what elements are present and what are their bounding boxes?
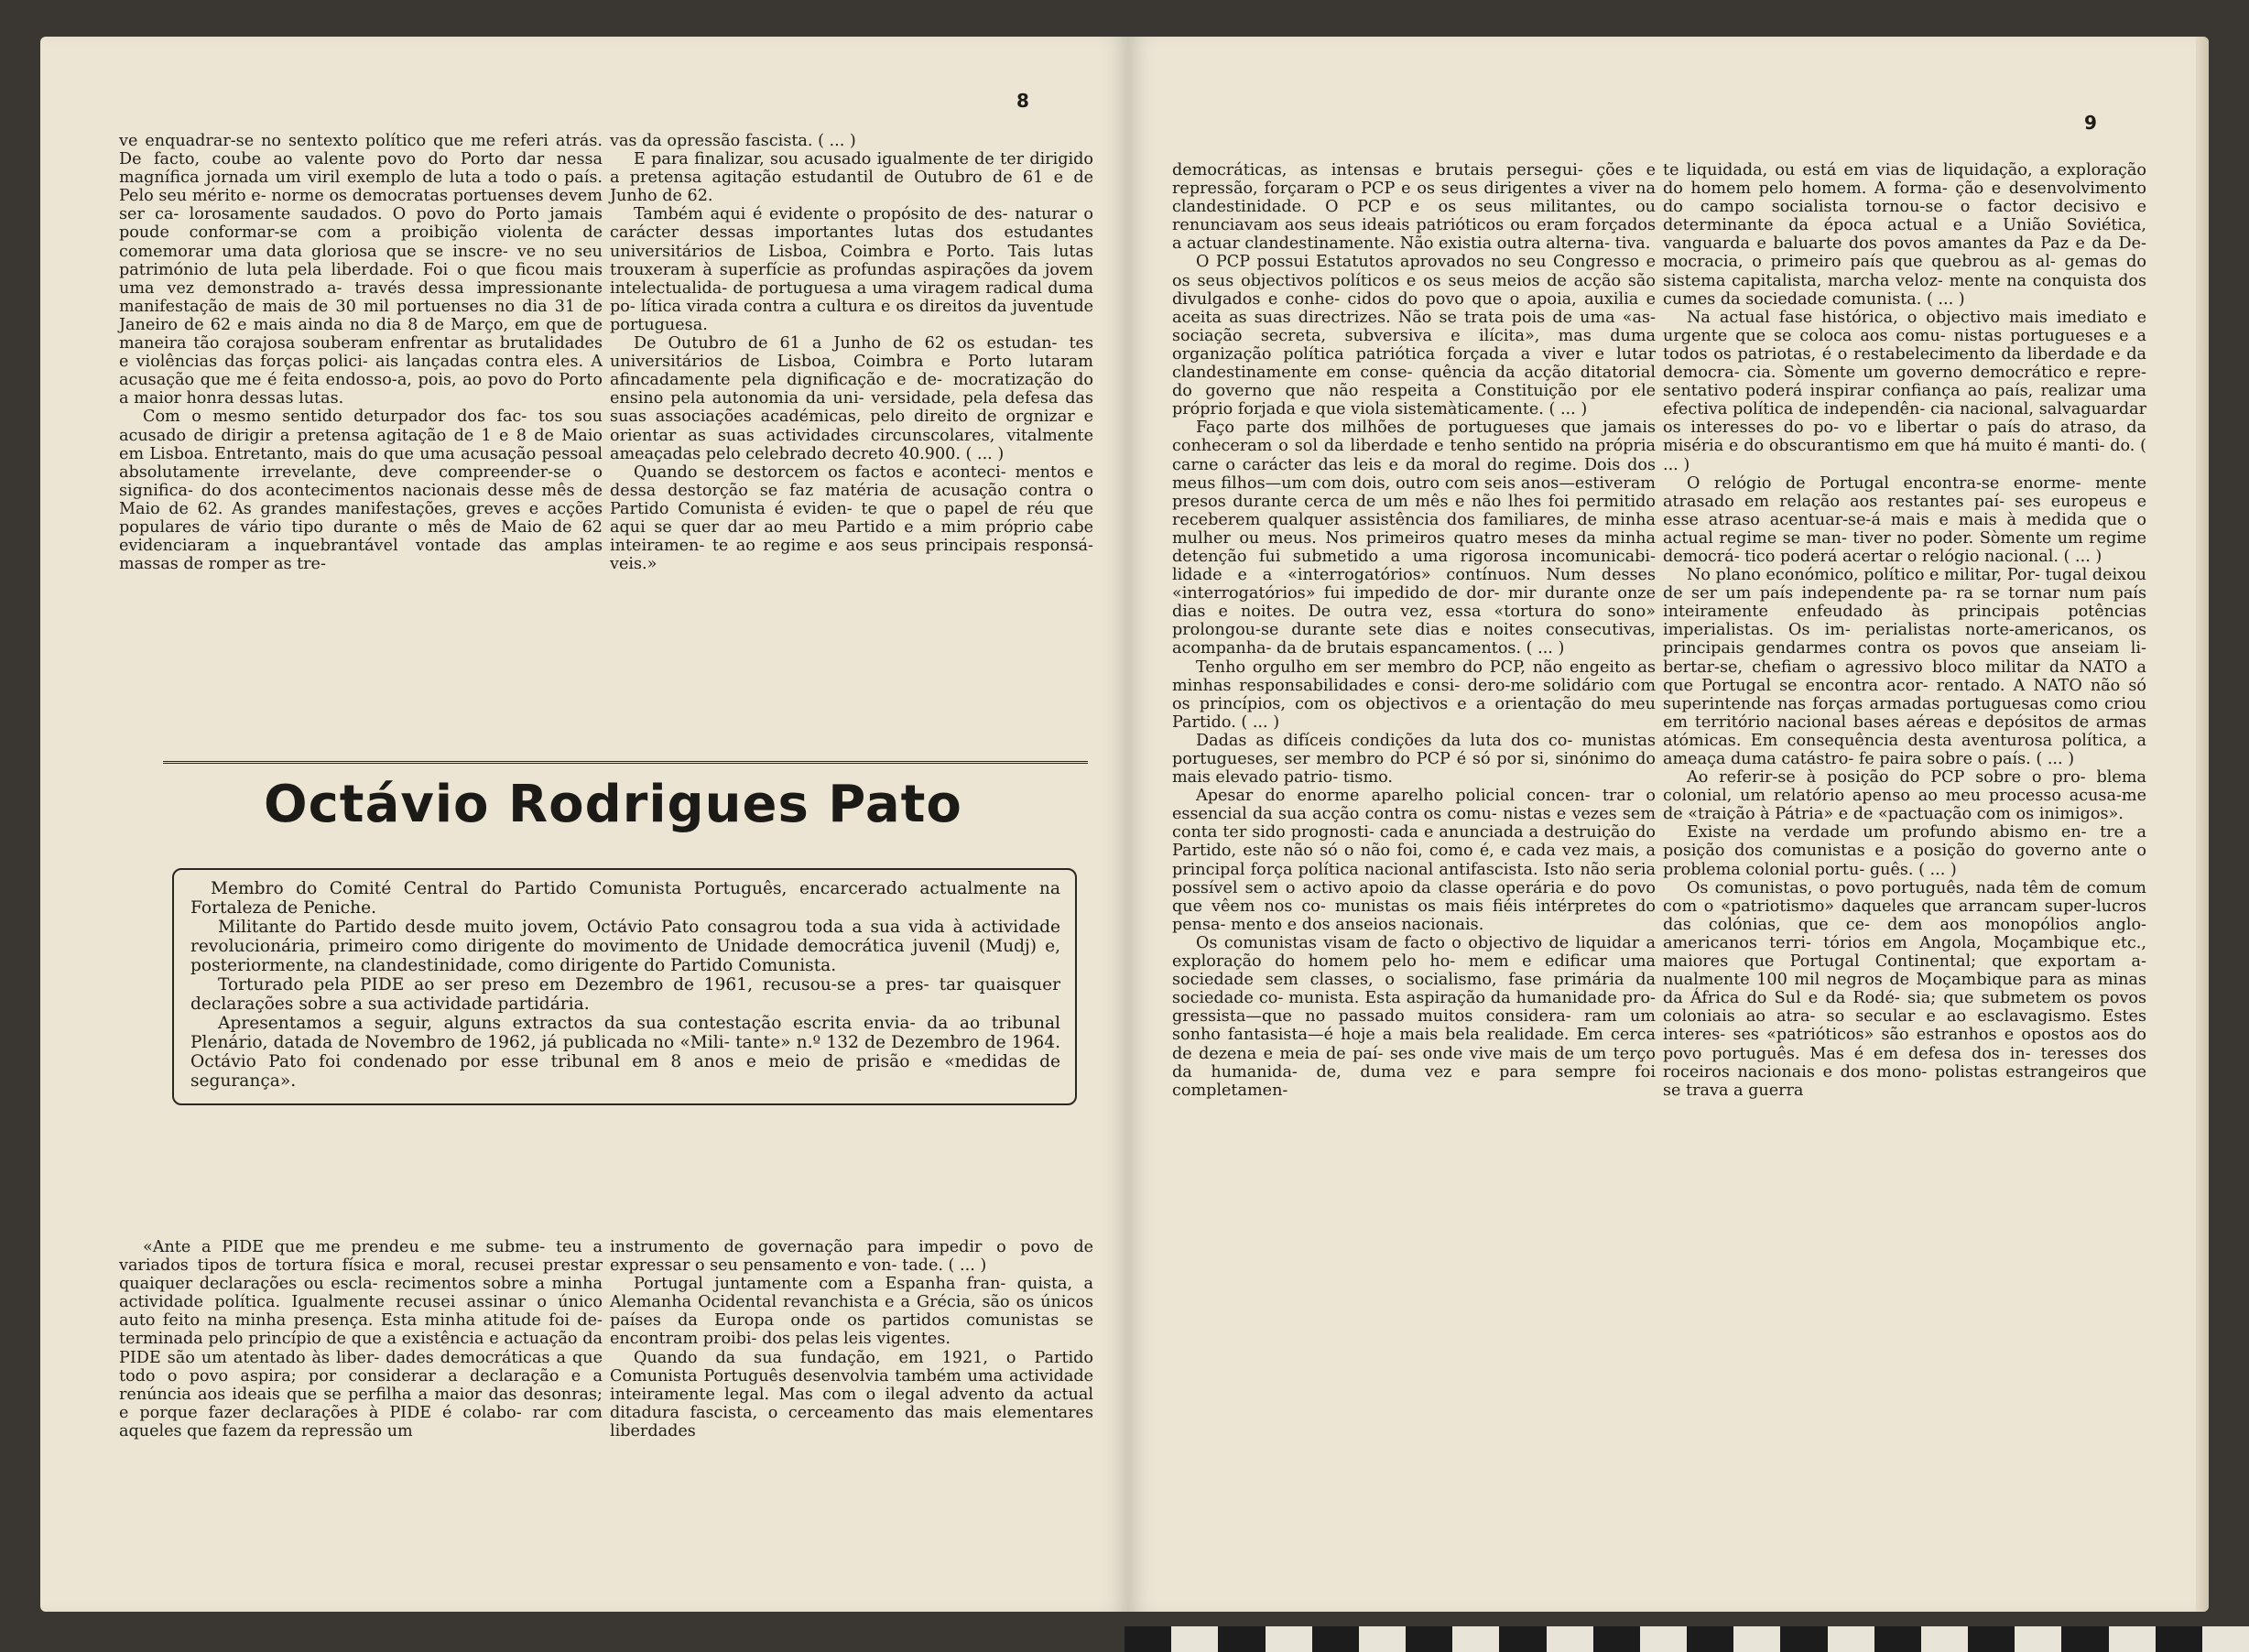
paragraph: «Ante a PIDE que me prendeu e me subme- teu a variados tipos de tortura física e moral, recusei prestar quaiquer declarações ou escla- recimentos sobre a minha actividade política. Igualmente recusei assinar o único auto feito na minha presença. Esta minha atitude foi de- terminada pelo princípio de que a existência e actuação da PIDE são um atentado às liber- dades democráticas a que todo o povo aspira; por considerar a declaração e a renúncia aos ideais que se perfilha a maior das desonras; e porque fazer declarações à PIDE é colabo- rar com aqueles que fazem da repressão um [119, 1238, 603, 1440]
paragraph: De Outubro de 61 a Junho de 62 os estudan- tes universitários de Lisboa, Coimbra e Porto lutaram afincadamente pela dignificação e de- mocratização do ensino pela autonomia da uni- versidade, pela defesa das suas associações académicas, pelo direito de orgnizar e orientar as suas actividades circunscolares, vitalmente ameaçadas pelo celebrado decreto 40.900. ( ... ) [610, 334, 1093, 463]
paragraph: democráticas, as intensas e brutais persegui- ções e repressão, forçaram o PCP e os seus dirigentes a viver na clandestinidade. O PCP e os seus militantes, ou renunciavam aos seus ideais patrióticos ou eram forçados a actuar clandestinamente. Não existia outra alterna- tiva. [1172, 161, 1656, 254]
scale-ruler [1124, 1626, 2249, 1652]
paragraph: Com o mesmo sentido deturpador dos fac- tos sou acusado de dirigir a pretensa agitação de 1 e 8 de Maio em Lisboa. Entretanto, mais do que uma acusação pessoal absolutamente irrevelante, deve compreender-se o significa- do dos acontecimentos nacionais desse mês de Maio de 62. As grandes manifestações, greves e acções populares de vário tipo durante o mês de Maio de 62 evidenciaram a inquebrantável vontade das amplas massas de romper as tre- [119, 408, 603, 574]
paragraph: vas da opressão fascista. ( ... ) [610, 132, 856, 150]
headline: Octávio Rodrigues Pato [264, 775, 962, 834]
paragraph: Também aqui é evidente o propósito de des- naturar o carácter dessas importantes lutas dos estudantes universitários de Lisboa, Coimbra e Porto. Tais lutas trouxeram à superfície as profundas aspirações da jovem intelectualida- de portuguesa a uma viragem radical duma po- lítica virada contra a cultura e os direitos da juventude portuguesa. [610, 205, 1093, 334]
paragraph: te liquidada, ou está em vias de liquidação, a exploração do homem pelo homem. A forma- ção e desenvolvimento do campo socialista tornou-se o factor decisivo e determinante da época actual e a União Soviética, vanguarda e baluarte dos povos amantes da Paz e da De- mocracia, o primeiro país que quebrou as al- gemas do sistema capitalista, marcha veloz- mente na conquista dos cumes da sociedade comunista. ( ... ) [1663, 161, 2146, 309]
paragraph: Apesar do enorme aparelho policial concen- trar o essencial da sua acção contra os comu- nistas e vezes sem conta ter sido prognosti- cada e anunciada a destruição do Partido, este não só o não foi, como é, e cada vez mais, a principal força política nacional antifascista. Isto não seria possível sem o activo apoio da classe operária e do povo que vêem nos co- munistas os mais fiéis intérpretes do pensa- mento e dos anseios nacionais. [1172, 787, 1656, 934]
bio-paragraph: Membro do Comité Central do Partido Comunista Português, encarcerado actualmente na Fortaleza de Peniche. [190, 879, 1060, 918]
paragraph: Tenho orgulho em ser membro do PCP, não engeito as minhas responsabilidades e consi- dero-me solidário com os princípios, com os objectivos e a orientação do meu Partido. ( ... ) [1172, 658, 1656, 732]
section-rule [163, 761, 1088, 764]
paragraph: No plano económico, político e militar, Por- tugal deixou de ser um país independente pa- ra se tornar num país inteiramente enfeudado às principais potências imperialistas. Os im- perialistas norte-americanos, os principais gendarmes contra os povos que anseiam li- bertar-se, chefiam o agressivo bloco militar da NATO a que Portugal se encontra acor- rentado. A NATO não só superintende nas forças armadas portuguesas como criou em território nacional bases aéreas e depósitos de armas atómicas. Em consequência desta aventurosa política, a ameaça duma catástro- fe paira sobre o país. ( ... ) [1663, 566, 2147, 768]
left-column-3 [119, 1238, 603, 1440]
biography-box [172, 868, 1077, 1105]
page-number: 9 [2084, 112, 2097, 134]
paragraph: Quando se destorcem os factos e aconteci- mentos e dessa destorção se faz matéria de acusação contra o Partido Comunista é eviden- te que o papel de réu que aqui se quer dar ao meu Partido e a mim próprio cabe inteiramen- te ao regime e aos seus principais responsá- veis.» [610, 462, 1093, 574]
right-column-2 [1663, 161, 2146, 1100]
paragraph: E para finalizar, sou acusado igualmente de ter dirigido a pretensa agitação estudantil de Outubro de 61 e de Junho de 62. [610, 150, 1093, 206]
paragraph: Portugal juntamente com a Espanha fran- quista, a Alemanha Ocidental revanchista e a Grécia, são os únicos países da Europa onde os partidos comunistas se encontram proibi- dos pelas leis vigentes. [610, 1275, 1093, 1349]
paragraph: O relógio de Portugal encontra-se enorme- mente atrasado em relação aos restantes paí- ses europeus e esse atraso acentuar-se-á mais e mais à medida que o actual regime se man- tiver no poder. Sòmente um regime democrá- tico poderá acertar o relógio nacional. ( ... ) [1663, 473, 2146, 566]
paragraph: Os comunistas, o povo português, nada têm de comum com o «patriotismo» daqueles que arrancam super-lucros das colónias, que ce- dem aos monopólios anglo-americanos terri- tórios em Angola, Moçambique etc., maiores que Portugal Continental; que exportam a- nualmente 100 mil negros de Moçambique para as minas da África do Sul e da Rodé- sia; que submetem os povos coloniais ao atra- so secular e ao esclavagismo. Estes interes- ses «patrióticos» são estranhos e opostos aos do povo português. Mas é em defesa dos in- teresses dos roceiros nacionais e dos mono- polistas estrangeiros que se trava a guerra [1663, 878, 2146, 1100]
paragraph: Na actual fase histórica, o objectivo mais imediato e urgente que se coloca aos comu- nistas portugueses e a todos os patriotas, é o restabelecimento da liberdade e da democra- cia. Sòmente um governo democrático e repre- sentativo poderá inspirar confiança ao país, realizar uma efectiva política de independên- cia nacional, salvaguardar os interesses do po- vo e libertar o país do atraso, da miséria e do obscurantismo em que há muito é manti- do. ( ... ) [1663, 308, 2146, 474]
bio-paragraph: Torturado pela PIDE ao ser preso em Dezembro de 1961, recusou-se a pres- tar quaisquer declarações sobre a sua actividade partidária. [190, 975, 1060, 1014]
paragraph: Ao referir-se à posição do PCP sobre o pro- blema colonial, um relatório apenso ao meu processo acusa-me de «traição à Pátria» e de «pactuação com os inimigos». [1663, 768, 2146, 824]
left-column-4 [610, 1238, 1093, 1440]
paragraph: ve enquadrar-se no sentexto político que me referi atrás. De facto, coube ao valente povo do Porto dar nessa magnífica jornada um viril exemplo de luta a todo o país. Pelo seu mérito e- norme os democratas portuenses devem ser ca- lorosamente saudados. O povo do Porto jamais poude conformar-se com a proibição violenta de comemorar uma data gloriosa que se inscre- ve no seu património de luta pela liberdade. Foi o que ficou mais uma vez demonstrado a- través dessa impressionante manifestação de mais de 30 mil portuenses no dia 31 de Janeiro de 62 e mais ainda no dia 8 de Março, em que de maneira tão corajosa souberam enfrentar as brutalidades e violências das forças polici- ais lançadas contra eles. A acusação que me é feita endosso-a, pois, ao povo do Porto a maior honra dessas lutas. [119, 132, 603, 408]
paragraph: Dadas as difíceis condições da luta dos co- munistas portugueses, ser membro do PCP é só por si, sinónimo do mais elevado patrio- tismo. [1172, 731, 1656, 788]
paragraph: Os comunistas visam de facto o objectivo de liquidar a exploração do homem pelo ho- mem e edificar uma sociedade sem classes, o socialismo, fase primária da sociedade co- munista. Esta aspiração da humanidade pro- gressista—que no passado muitos considera- ram um sonho fantasista—é hoje a mais bela realidade. Em cerca de dezena e meia de paí- ses onde vive mais de um terço da humanida- de, duma vez e para sempre foi completamen- [1172, 933, 1656, 1100]
bio-paragraph: Apresentamos a seguir, alguns extractos da sua contestação escrita envia- da ao tribunal Plenário, datada de Novembro de 1962, já publicada no «Mili- tante» n.º 132 de Dezembro de 1964. Octávio Pato foi condenado por esse tribunal em 8 anos e meio de prisão e «medidas de segurança». [190, 1014, 1060, 1091]
paragraph: Quando da sua fundação, em 1921, o Partido Comunista Português desenvolvia também uma actividade inteiramente legal. Mas com o ilegal advento da actual ditadura fascista, o cerceamento das mais elementares liberdades [610, 1348, 1093, 1440]
bio-paragraph: Militante do Partido desde muito jovem, Octávio Pato consagrou toda a sua vida à actividade revolucionária, primeiro como dirigente do movimento de Unidade democrática juvenil (Mudj) e, posteriormente, na clandestinidade, como dirigente do Partido Comunista. [190, 918, 1060, 975]
paragraph: O PCP possui Estatutos aprovados no seu Congresso e os seus objectivos políticos e os seus meios de acção são divulgados e conhe- cidos do povo que o apoia, auxilia e aceita as suas directrizes. Não se trata pois de uma «as- sociação secreta, subversiva e ilícita», mas duma organização política patriótica forçada a viver e lutar clandestinamente em conse- quência da acção ditatorial do governo que não respeita a Constituição por ele próprio forjada e que viola sistemàticamente. ( ... ) [1172, 253, 1656, 419]
page-number: 8 [1016, 90, 1029, 112]
paragraph: Existe na verdade um profundo abismo en- tre a posição dos comunistas e a posição do governo ante o problema colonial portu- guês. ( ... ) [1663, 823, 2146, 879]
right-page [1128, 37, 2209, 1612]
left-page [40, 37, 1128, 1612]
paragraph: Faço parte dos milhões de portugueses que jamais conheceram o sol da liberdade e tenho sentido na própria carne o carácter das leis e da moral do regime. Dois dos meus filhos—um com dois, outro com seis anos—estiveram presos durante cerca de um mês e não lhes foi permitido receberem qualquer assistência dos familiares, de minha mulher ou meus. Nos primeiros quatro meses da minha detenção fui submetido a uma rigorosa incomunicabi- lidade e a «interrogatórios» contínuos. Num desses «interrogatórios» fui impedido de dor- mir durante onze dias e noites. De outra vez, essa «tortura do sono» prolongou-se durante sete dias e noites consecutivas, acompanha- da de brutais espancamentos. ( ... ) [1172, 418, 1656, 658]
left-column-2 [610, 132, 1093, 573]
paragraph: instrumento de governação para impedir o povo de expressar o seu pensamento e von- tade. ( ... ) [610, 1238, 1093, 1276]
left-column-1 [119, 132, 603, 573]
right-column-1 [1172, 161, 1656, 1100]
